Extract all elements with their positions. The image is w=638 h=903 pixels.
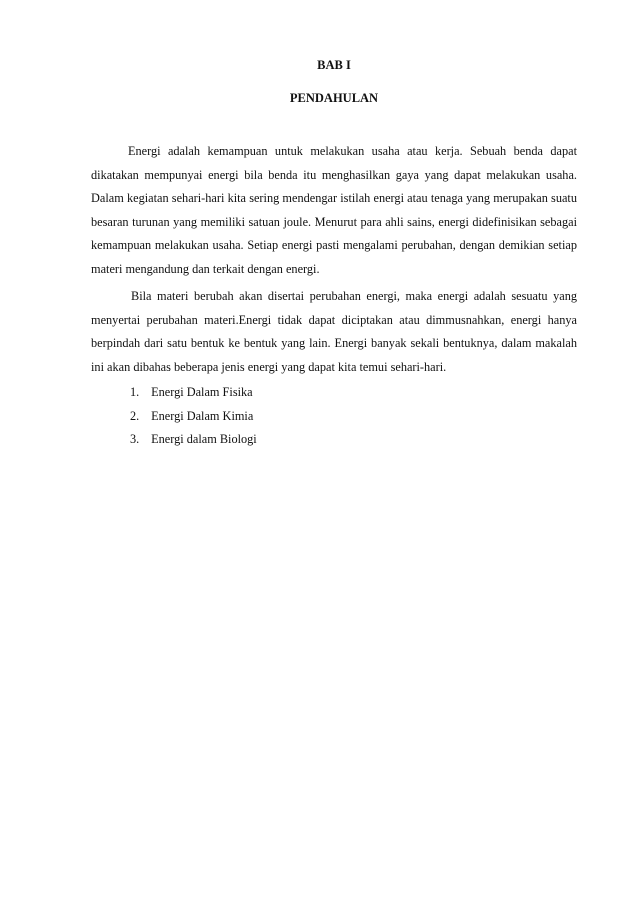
paragraph-1: Energi adalah kemampuan untuk melakukan usaha atau kerja. Sebuah benda dapat dikatakan mempunyai energi bila benda itu menghasilkan gaya yang dapat melakukan usaha. Dalam kegiatan sehari-hari kita sering mendengar istilah energi atau tenaga yang merupakan suatu besaran turunan yang memiliki satuan joule. Menurut para ahli sains, energi didefinisikan sebagai kemampuan melakukan usaha. Setiap energi pasti mengalami perubahan, dengan demikian setiap materi mengandung dan terkait dengan energi. — [91, 144, 577, 276]
list-item-number: 1. — [130, 385, 140, 399]
list-item-text: Energi dalam Biologi — [151, 432, 257, 446]
chapter-heading: BAB I — [317, 58, 351, 72]
list-item — [130, 428, 257, 452]
page-title: PENDAHULAN — [289, 91, 379, 105]
list-item-number: 3. — [130, 432, 140, 446]
list-item-text: Energi Dalam Kimia — [151, 408, 254, 423]
list-item-number: 2. — [130, 408, 140, 423]
list-item-text: Energi Dalam Fisika — [151, 385, 253, 399]
list-item — [130, 405, 257, 429]
energy-list — [130, 381, 257, 452]
list-item — [130, 381, 257, 405]
paragraph-2: Bila materi berubah akan disertai perubahan energi, maka energi adalah sesuatu yang menyertai perubahan materi.Energi tidak dapat diciptakan atau dimmusnahkan, energi hanya berpindah dari satu bentuk ke bentuk yang lain. Energi banyak sekali bentuknya, dalam makalah ini akan dibahas beberapa jenis energi yang dapat kita temui sehari-hari. — [91, 289, 577, 374]
